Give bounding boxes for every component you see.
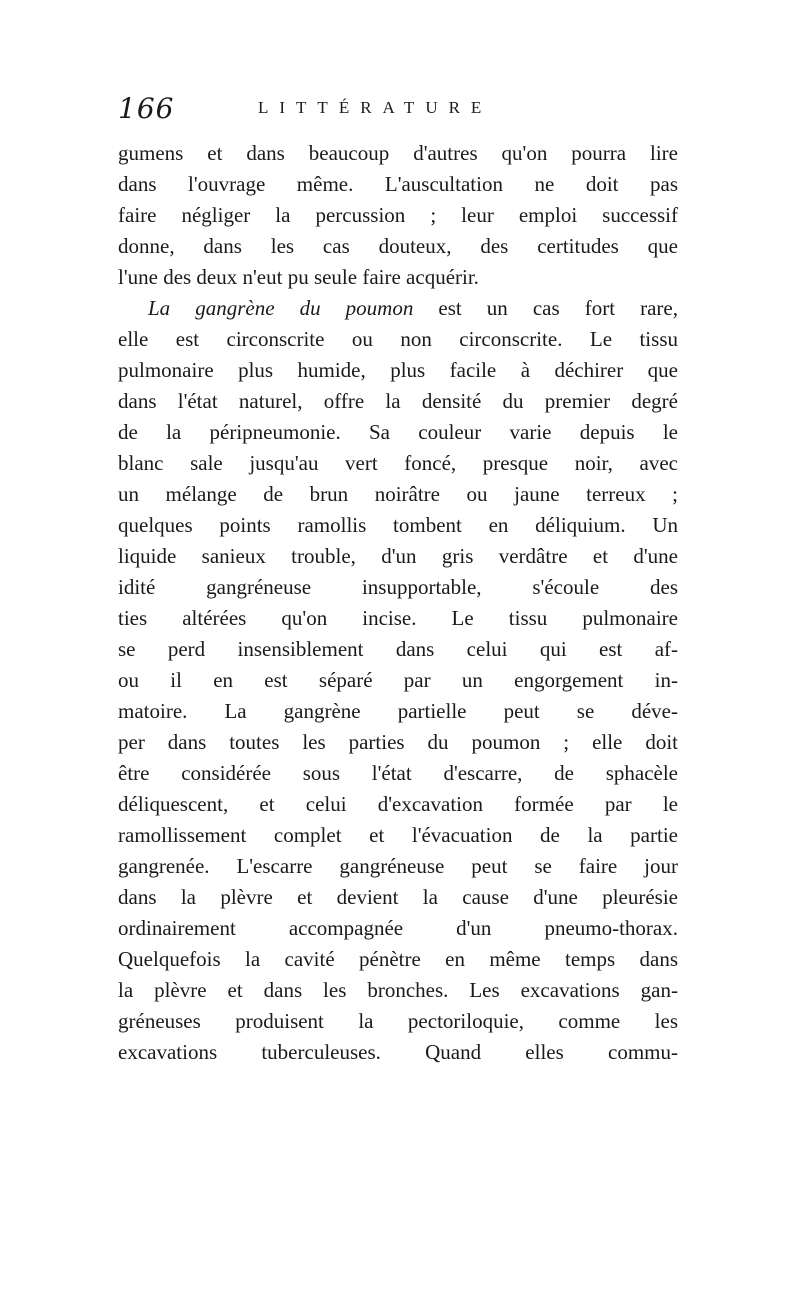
text-line: un mélange de brun noirâtre ou jaune terreux ;	[118, 482, 678, 506]
text-line: dans la plèvre et devient la cause d'une pleurésie	[118, 885, 678, 909]
italic-lead: La gangrène du poumon	[148, 296, 414, 320]
text-line: gangrenée. L'escarre gangréneuse peut se faire jour	[118, 854, 678, 878]
text-line: ou il en est séparé par un engorgement in-	[118, 668, 678, 692]
text-line: gréneuses produisent la pectoriloquie, comme les	[118, 1009, 678, 1033]
text-line-rest: est un cas fort rare,	[438, 296, 678, 320]
page-number: 166	[118, 92, 175, 125]
body-text	[118, 138, 678, 1068]
text-line: se perd insensiblement dans celui qui est af-	[118, 637, 678, 661]
text-line: elle est circonscrite ou non circonscrite. Le tissu	[118, 327, 678, 351]
text-line: blanc sale jusqu'au vert foncé, presque noir, avec	[118, 451, 678, 475]
text-line: faire négliger la percussion ; leur emploi successif	[118, 203, 678, 227]
text-line: Quelquefois la cavité pénètre en même temps dans	[118, 947, 678, 971]
text-line: dans l'état naturel, offre la densité du premier degré	[118, 389, 678, 413]
text-line: la plèvre et dans les bronches. Les excavations gan-	[118, 978, 678, 1002]
text-line: per dans toutes les parties du poumon ; elle doit	[118, 730, 678, 754]
text-line: gumens et dans beaucoup d'autres qu'on pourra lire	[118, 141, 678, 165]
text-line: idité gangréneuse insupportable, s'écoule des	[118, 575, 678, 599]
text-line: l'une des deux n'eut pu seule faire acquérir.	[118, 265, 479, 289]
text-line: déliquescent, et celui d'excavation formée par le	[118, 792, 678, 816]
text-line: ordinairement accompagnée d'un pneumo-thorax.	[118, 916, 678, 940]
text-line: être considérée sous l'état d'escarre, de sphacèle	[118, 761, 678, 785]
text-line: matoire. La gangrène partielle peut se déve-	[118, 699, 678, 723]
text-line: ties altérées qu'on incise. Le tissu pulmonaire	[118, 606, 678, 630]
running-title: LITTÉRATURE	[258, 98, 493, 117]
paragraph-lead-line	[118, 293, 678, 324]
text-line: ramollissement complet et l'évacuation de la partie	[118, 823, 678, 847]
page-header	[118, 92, 678, 132]
text-line: excavations tuberculeuses. Quand elles commu-	[118, 1040, 678, 1064]
text-line: de la péripneumonie. Sa couleur varie depuis le	[118, 420, 678, 444]
text-line: quelques points ramollis tombent en déliquium. Un	[118, 513, 678, 537]
text-line: donne, dans les cas douteux, des certitudes que	[118, 234, 678, 258]
text-line: dans l'ouvrage même. L'auscultation ne doit pas	[118, 172, 678, 196]
text-line: pulmonaire plus humide, plus facile à déchirer que	[118, 358, 678, 382]
text-line: liquide sanieux trouble, d'un gris verdâtre et d'une	[118, 544, 678, 568]
